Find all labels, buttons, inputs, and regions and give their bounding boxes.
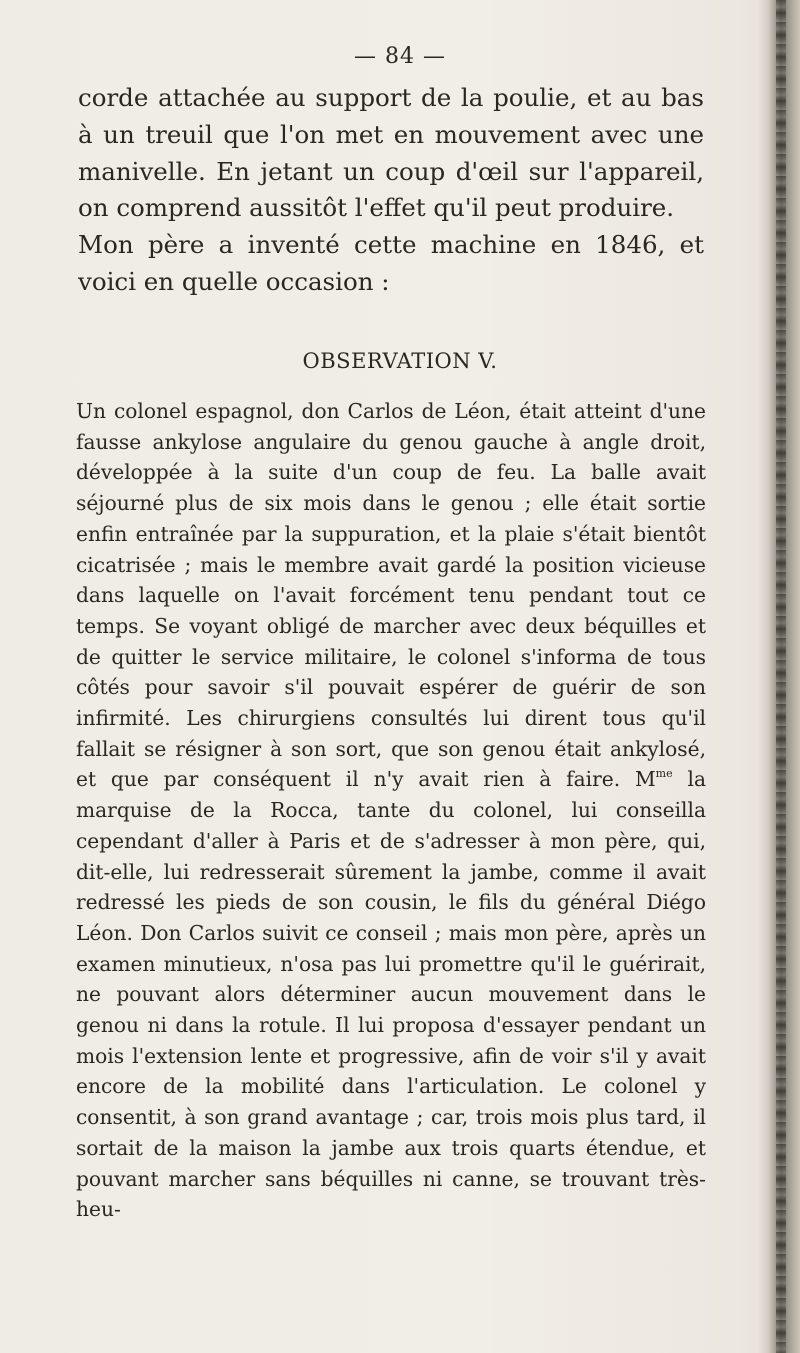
intro-paragraph-2: Mon père a inventé cette machine en 1846, et voici en quelle occasion : [78,230,704,296]
madame-abbreviation-superscript: me [655,767,673,781]
observation-text-part-2: la marquise de la Rocca, tante du colonel, lui conseilla cependant d'aller à Paris et de s'adresser à mon père, qui, dit-elle, lui redresserait sûrement la jambe, comme il avait redressé les pieds de son cousin, le fils du général Diégo Léon. Don Carlos suivit ce conseil ; mais mon père, après un examen minutieux, n'osa pas lui promettre qu'il le guérirait, ne pouvant alors déterminer aucun mouvement dans le genou ni dans la rotule. Il lui proposa d'essayer pendant un mois l'extension lente et progressive, afin de voir s'il y avait encore de la mobilité dans l'articulation. Le colonel y consentit, à son grand avantage ; car, trois mois plus tard, il sortait de la maison la jambe aux trois quarts étendue, et pouvant marcher sans béquilles ni canne, se trouvant très-heu- [76,767,706,1222]
observation-text-part-1: Un colonel espagnol, don Carlos de Léon, était atteint d'une fausse ankylose angulaire du genou gauche à angle droit, développée à la suite d'un coup de feu. La balle avait séjourné plus de six mois dans le genou ; elle était sortie enfin entraînée par la suppuration, et la plaie s'était bientôt cicatrisée ; mais le membre avait gardé la position vicieuse dans laquelle on l'avait forcément tenu pendant tout ce temps. Se voyant obligé de marcher avec deux béquilles et de quitter le service militaire, le colonel s'informa de tous côtés pour savoir s'il pouvait espérer de guérir de son infirmité. Les chirurgiens consultés lui dirent tous qu'il fallait se résigner à son sort, que son genou était ankylosé, et que par conséquent il n'y avait rien à faire. M [76,399,706,792]
intro-paragraph-1: corde attachée au support de la poulie, et au bas à un treuil que l'on met en mouvement avec une manivelle. En jetant un coup d'œil sur l'appareil, on comprend aussitôt l'effet qu'il peut produire. [78,83,704,223]
intro-text [78,80,704,301]
observation-heading: OBSERVATION V. [302,349,498,373]
page-binding-edge [758,0,800,1353]
page-number: — 84 — [354,44,446,69]
observation-paragraph [76,396,706,1225]
